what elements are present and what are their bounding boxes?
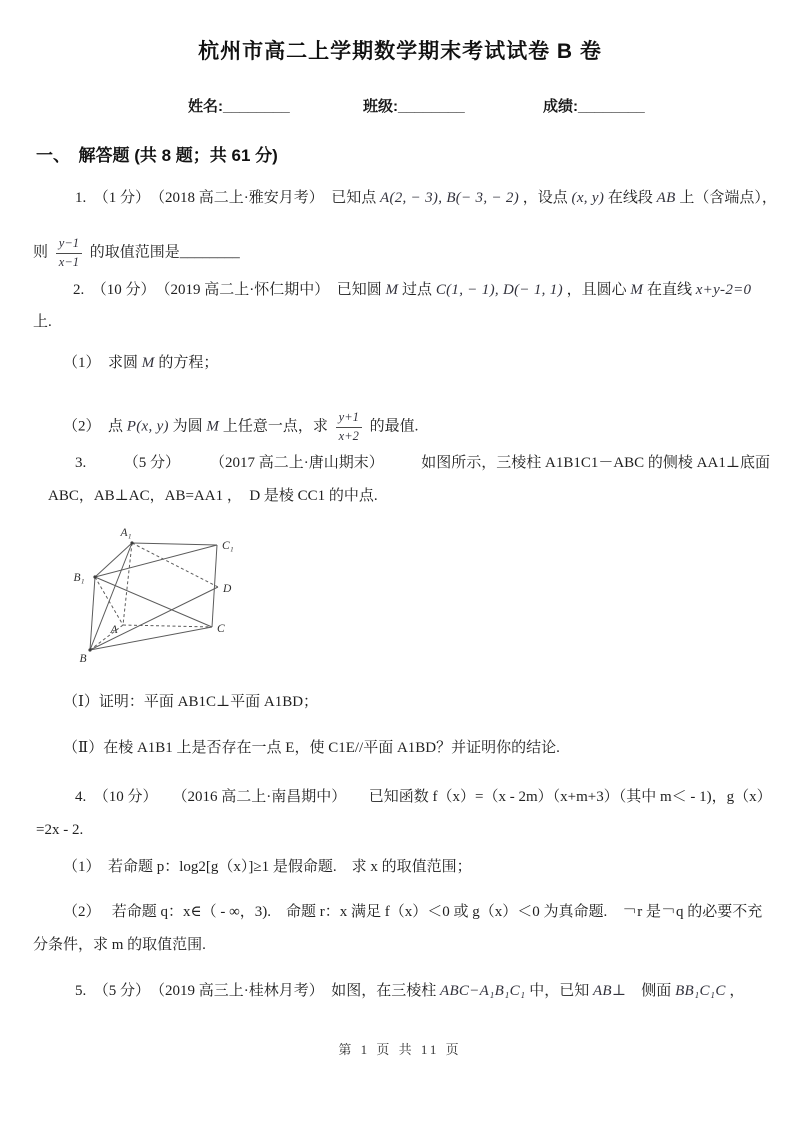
question-3-line-1: 3. （5 分） （2017 高二上·唐山期末） 如图所示，三棱柱 A1B1C1－ABC 的侧棱 AA1⊥底面 <box>75 455 770 471</box>
math-fraction: $\frac{y-1}{x-1}$ <box>56 236 82 270</box>
text-run: 2. （10 分） （2019 高二上·怀仁期中） 已知圆 <box>73 282 386 298</box>
label-a1: A₁ <box>120 527 132 539</box>
question-3-line-2: ABC，AB⊥AC，AB=AA1 ， D 是棱 CC1 的中点. <box>48 488 378 504</box>
text-run: 5. （5 分） （2019 高三上·桂林月考） 如图，在三棱柱 <box>75 983 440 999</box>
label-c: C <box>217 623 225 635</box>
text-run: 中，已知 <box>525 983 593 999</box>
text-run: ， <box>725 983 745 999</box>
math-expression: M <box>141 355 155 371</box>
text-run: 在线段 <box>604 190 657 206</box>
question-4-part-2-line-1: （2） 若命题 q：x∈（ - ∞，3). 命题 r：x 满足 f（x）＜0 或 g（x）＜0 为真命题. ￢r 是￢q 的必要不充 <box>63 904 763 920</box>
text-run: 的方程； <box>154 355 219 371</box>
text-run: 1. （1 分） （2018 高二上·雅安月考） 已知点 <box>75 190 380 206</box>
math-expression: x+y-2=0 <box>695 282 752 298</box>
question-4-line-2: =2x - 2. <box>36 822 84 838</box>
text-run: ，设点 <box>519 190 572 206</box>
question-2-part-2 <box>63 410 418 444</box>
math-expression: A(2, − 3), B(− 3, − 2) <box>380 190 520 206</box>
label-b1: B₁ <box>73 572 85 584</box>
name-field: 姓名:________ <box>188 98 290 115</box>
math-expression: (x, y) <box>571 190 605 206</box>
class-field: 班级:________ <box>363 98 465 115</box>
question-5-line-1 <box>75 982 744 1001</box>
text-run: （1） 求圆 <box>63 355 142 371</box>
text-run: 上（含端点）， <box>675 190 777 206</box>
math-expression: AB <box>656 190 676 206</box>
prism-figure-svg <box>64 518 249 676</box>
text-run: 则 <box>33 244 52 261</box>
prism-figure <box>64 518 249 676</box>
text-run: 在直线 <box>643 282 696 298</box>
section-heading: 一、 解答题 (共 8 题；共 61 分) <box>36 146 278 165</box>
question-1-line-1 <box>75 189 777 208</box>
question-3-part-2: （Ⅱ）在棱 A1B1 上是否存在一点 E，使 C1E//平面 A1BD？并证明你的结论. <box>63 740 560 756</box>
question-3-part-1: （Ⅰ）证明：平面 AB1C⊥平面 A1BD； <box>63 694 319 710</box>
math-expression: M <box>385 282 399 298</box>
label-b: B <box>79 653 87 665</box>
text-run: 为圆 <box>168 418 207 435</box>
question-4-line-1: 4. （10 分） （2016 高二上·南昌期中） 已知函数 f（x）=（x - 2m）（x+m+3）（其中 m＜ - 1)，g（x） <box>75 789 772 805</box>
page-title: 杭州市高二上学期数学期末考试试卷 B 卷 <box>198 40 602 63</box>
text-run: 上任意一点，求 <box>219 418 332 435</box>
question-4-part-1: （1） 若命题 p：log2[g（x）]≥1 是假命题. 求 x 的取值范围； <box>63 859 472 875</box>
question-1-line-2 <box>33 236 240 270</box>
math-expression: ABC−A₁B₁C₁ <box>440 983 526 999</box>
math-expression: M <box>206 418 220 435</box>
question-2-part-1 <box>63 354 218 373</box>
label-d: D <box>223 583 232 595</box>
question-2-line-1 <box>73 281 751 300</box>
prism-vertex-labels <box>73 527 233 665</box>
page-number-footer: 第 1 页 共 11 页 <box>338 1042 462 1057</box>
text-run: 侧面 <box>626 983 676 999</box>
text-run: 过点 <box>398 282 436 298</box>
question-4-part-2-line-2: 分条件，求 m 的取值范围. <box>33 937 206 953</box>
question-2-line-2: 上. <box>33 314 52 330</box>
math-expression: AB⊥ <box>592 983 627 999</box>
math-fraction: $\frac{y+1}{x+2}$ <box>336 410 362 444</box>
label-c1: C₁ <box>222 540 234 552</box>
text-run: ，且圆心 <box>562 282 631 298</box>
label-a: A <box>110 624 118 636</box>
math-expression: M <box>630 282 644 298</box>
prism-solid-edges <box>90 543 218 650</box>
math-expression: P(x, y) <box>126 418 169 435</box>
score-field: 成绩:________ <box>543 98 645 115</box>
math-expression: BB₁C₁C <box>675 983 726 999</box>
text-run: （2） 点 <box>63 418 127 435</box>
text-run: 的取值范围是________ <box>86 244 240 261</box>
math-expression: C(1, − 1), D(− 1, 1) <box>435 282 563 298</box>
text-run: 的最值. <box>365 418 419 435</box>
